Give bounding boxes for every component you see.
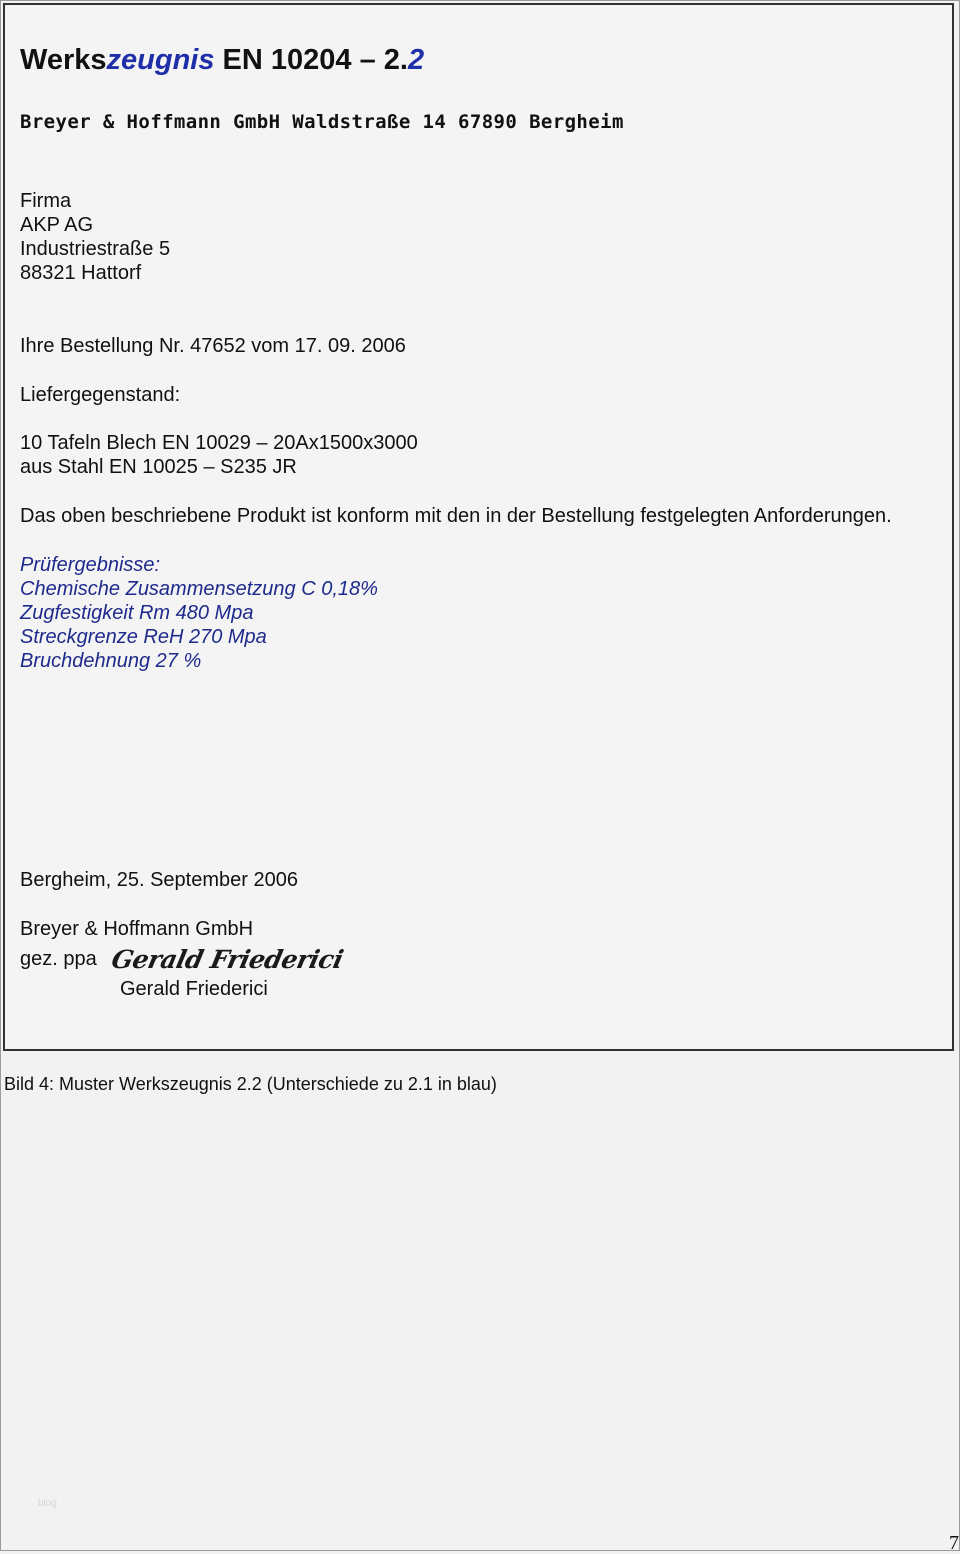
signer-name: Gerald Friederici (120, 978, 268, 1000)
results-heading: Prüfergebnisse: (20, 554, 161, 576)
recipient-name: AKP AG (20, 214, 94, 236)
certificate-box (3, 3, 954, 1051)
conformity-statement: Das oben beschriebene Produkt ist konform mit den in der Bestellung festgelegten Anforderungen. (20, 505, 892, 527)
delivery-material: aus Stahl EN 10025 – S235 JR (20, 456, 297, 478)
handwritten-signature: Gerald Friederici (109, 945, 346, 974)
order-reference: Ihre Bestellung Nr. 47652 vom 17. 09. 2006 (20, 335, 406, 357)
delivery-item: 10 Tafeln Blech EN 10029 – 20Ax1500x3000 (20, 432, 418, 454)
recipient-label: Firma (20, 190, 72, 212)
page-number: 7 (949, 1532, 959, 1554)
signatory-company: Breyer & Hoffmann GmbH (20, 918, 254, 940)
place-date: Bergheim, 25. September 2006 (20, 869, 298, 891)
result-chemical: Chemische Zusammensetzung C 0,18% (20, 578, 378, 600)
result-elongation: Bruchdehnung 27 % (20, 650, 202, 672)
result-tensile: Zugfestigkeit Rm 480 Mpa (20, 602, 254, 624)
company-header: Breyer & Hoffmann GmbH Waldstraße 14 67890 Bergheim (20, 111, 624, 133)
signature-prefix: gez. ppa (20, 948, 97, 970)
figure-caption: Bild 4: Muster Werkszeugnis 2.2 (Unterschiede zu 2.1 in blau) (4, 1074, 497, 1094)
recipient-city: 88321 Hattorf (20, 262, 142, 284)
certificate-title: Werkszeugnis EN 10204 – 2.2 (20, 44, 425, 76)
result-yield: Streckgrenze ReH 270 Mpa (20, 626, 267, 648)
recipient-street: Industriestraße 5 (20, 238, 171, 260)
watermark: blog (38, 1498, 57, 1509)
delivery-label: Liefergegenstand: (20, 384, 181, 406)
